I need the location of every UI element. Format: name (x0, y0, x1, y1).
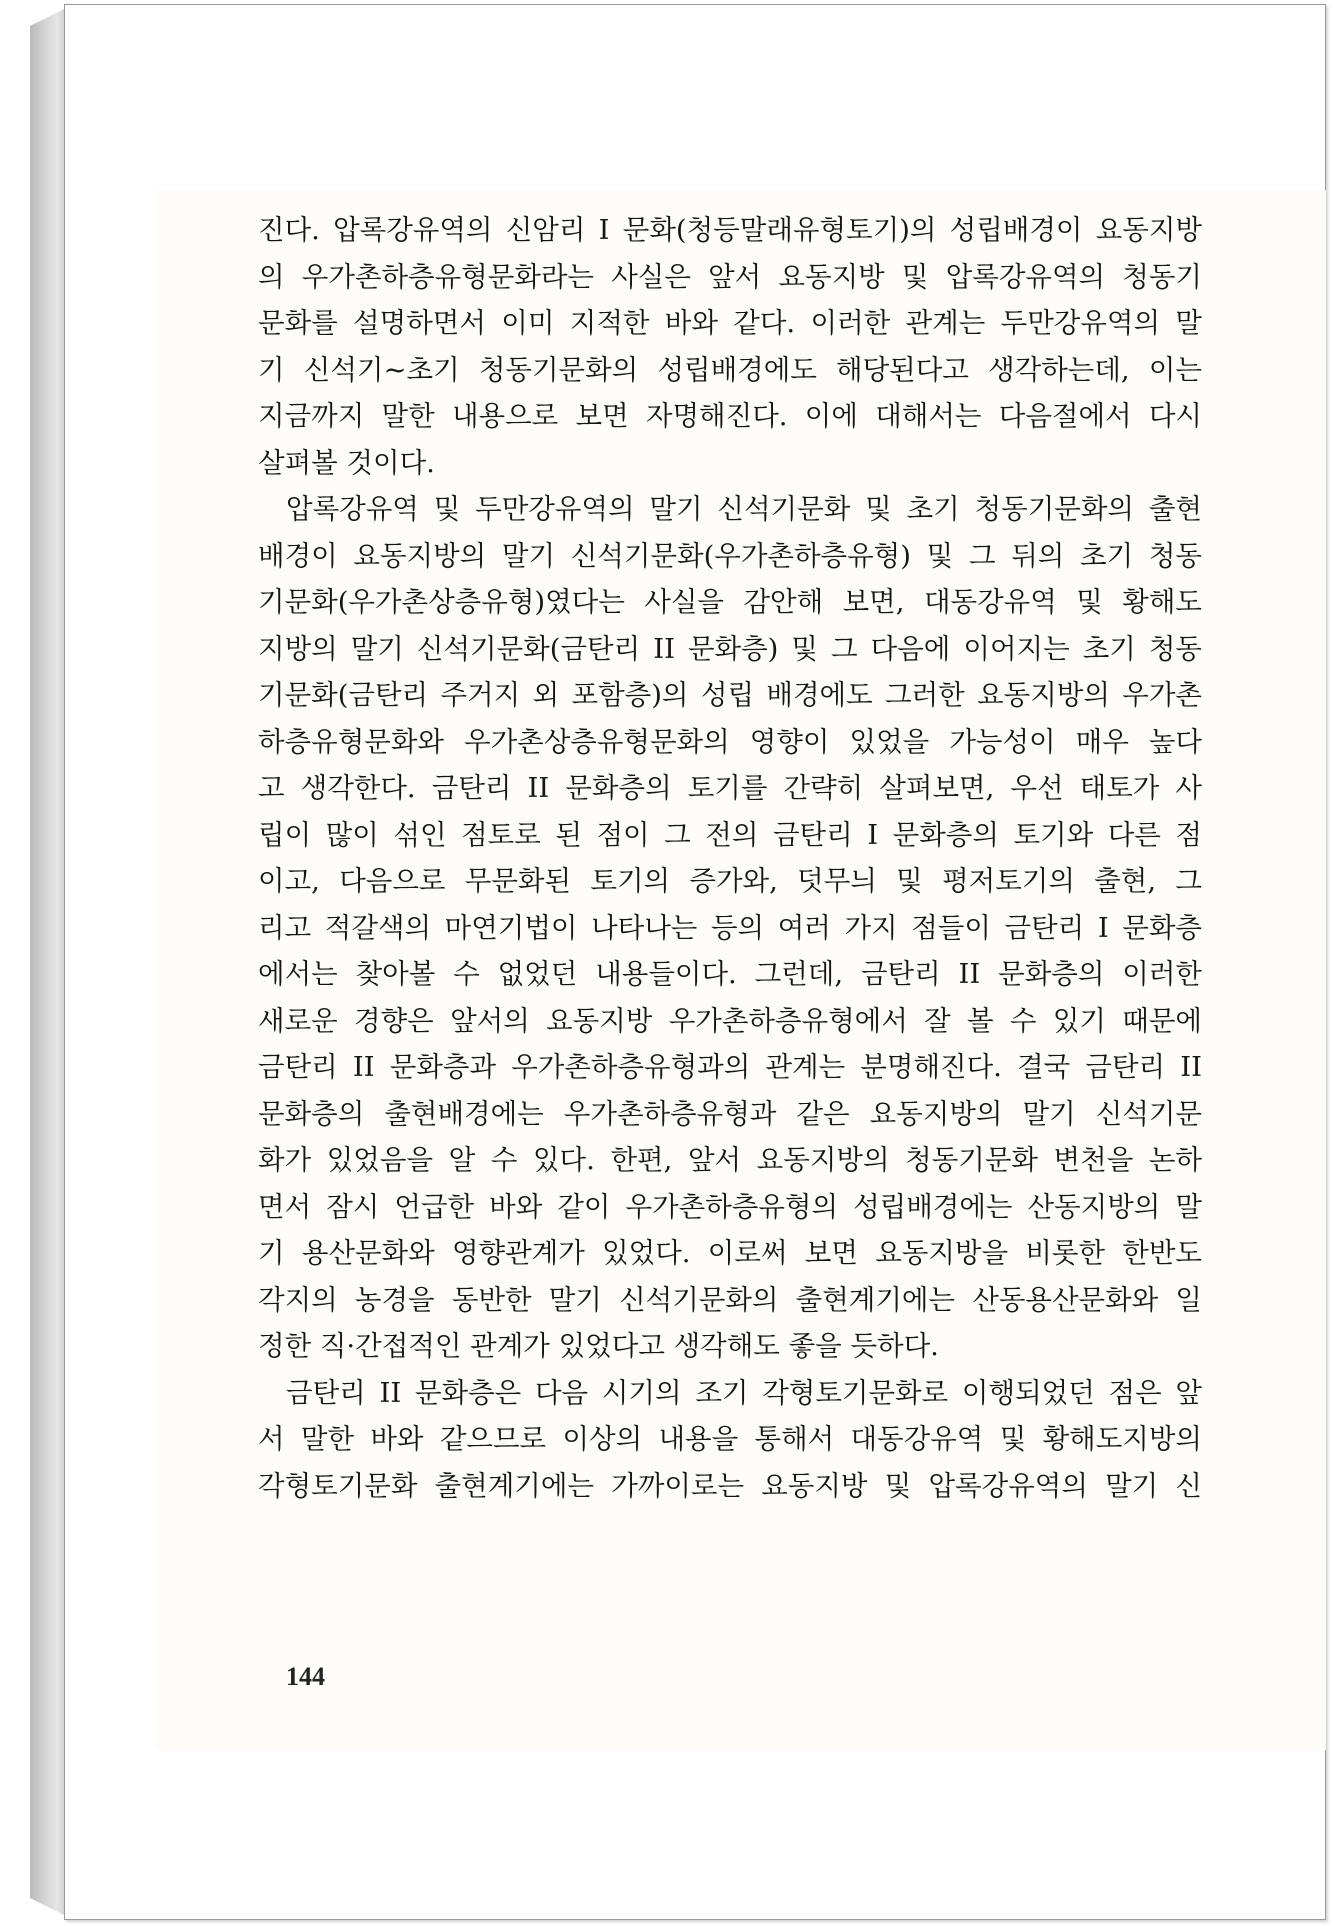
body-text (258, 207, 1202, 1509)
text-line: 문화층의 출현배경에는 우가촌하층유형과 같은 요동지방의 말기 신석기문 (258, 1097, 1202, 1130)
text-line: 기 신석기~초기 청동기문화의 성립배경에도 해당된다고 생각하는데, 이는 (258, 353, 1202, 386)
text-line: 정한 직·간접적인 관계가 있었다고 생각해도 좋을 듯하다. (258, 1330, 939, 1362)
text-line: 하층유형문화와 우가촌상층유형문화의 영향이 있었을 가능성이 매우 높다 (258, 725, 1202, 758)
text-line: 화가 있었음을 알 수 있다. 한편, 앞서 요동지방의 청동기문화 변천을 논하 (258, 1144, 1202, 1176)
text-line: 압록강유역 및 두만강유역의 말기 신석기문화 및 초기 청동기문화의 출현 (286, 493, 1202, 525)
text-line: 의 우가촌하층유형문화라는 사실은 앞서 요동지방 및 압록강유역의 청동기 (258, 260, 1202, 293)
paragraph-1 (258, 207, 1202, 486)
text-line: 새로운 경향은 앞서의 요동지방 우가촌하층유형에서 잘 볼 수 있기 때문에 (258, 1004, 1202, 1037)
text-line: 금탄리 II 문화층과 우가촌하층유형과의 관계는 분명해진다. 결국 금탄리 II (258, 1051, 1202, 1083)
paragraph-2 (258, 486, 1202, 1370)
text-line: 에서는 찾아볼 수 없었던 내용들이다. 그런데, 금탄리 II 문화층의 이러한 (258, 958, 1202, 990)
text-line: 각지의 농경을 동반한 말기 신석기문화의 출현계기에는 산동용산문화와 일 (258, 1283, 1202, 1316)
text-line: 문화를 설명하면서 이미 지적한 바와 같다. 이러한 관계는 두만강유역의 말 (258, 307, 1202, 339)
text-line: 각형토기문화 출현계기에는 가까이로는 요동지방 및 압록강유역의 말기 신 (258, 1469, 1202, 1502)
text-line: 지방의 말기 신석기문화(금탄리 II 문화층) 및 그 다음에 이어지는 초기 청동 (258, 632, 1202, 665)
text-line: 배경이 요동지방의 말기 신석기문화(우가촌하층유형) 및 그 뒤의 초기 청동 (258, 539, 1202, 572)
text-line: 기 용산문화와 영향관계가 있었다. 이로써 보면 요동지방을 비롯한 한반도 (258, 1237, 1202, 1269)
text-line: 면서 잠시 언급한 바와 같이 우가촌하층유형의 성립배경에는 산동지방의 말 (258, 1190, 1202, 1223)
page-number: 144 (286, 1662, 325, 1691)
text-line: 기문화(금탄리 주거지 외 포함층)의 성립 배경에도 그러한 요동지방의 우가촌 (258, 679, 1202, 711)
text-line: 서 말한 바와 같으므로 이상의 내용을 통해서 대동강유역 및 황해도지방의 (258, 1423, 1202, 1455)
book-page-edge (30, 8, 66, 1916)
text-line: 리고 적갈색의 마연기법이 나타나는 등의 여러 가지 점들이 금탄리 I 문화층 (258, 911, 1202, 944)
text-line: 고 생각한다. 금탄리 II 문화층의 토기를 간략히 살펴보면, 우선 태토가 사 (258, 772, 1202, 804)
text-line: 살펴볼 것이다. (258, 446, 435, 479)
text-line: 지금까지 말한 내용으로 보면 자명해진다. 이에 대해서는 다음절에서 다시 (258, 400, 1202, 432)
text-line: 금탄리 II 문화층은 다음 시기의 조기 각형토기문화로 이행되었던 점은 앞 (286, 1376, 1202, 1409)
text-line: 립이 많이 섞인 점토로 된 점이 그 전의 금탄리 I 문화층의 토기와 다른 점 (258, 818, 1202, 851)
paragraph-3 (258, 1370, 1202, 1510)
text-line: 진다. 압록강유역의 신암리 I 문화(청등말래유형토기)의 성립배경이 요동지방 (258, 214, 1202, 246)
text-line: 기문화(우가촌상층유형)였다는 사실을 감안해 보면, 대동강유역 및 황해도 (258, 586, 1202, 618)
text-line: 이고, 다음으로 무문화된 토기의 증가와, 덧무늬 및 평저토기의 출현, 그 (258, 865, 1202, 897)
